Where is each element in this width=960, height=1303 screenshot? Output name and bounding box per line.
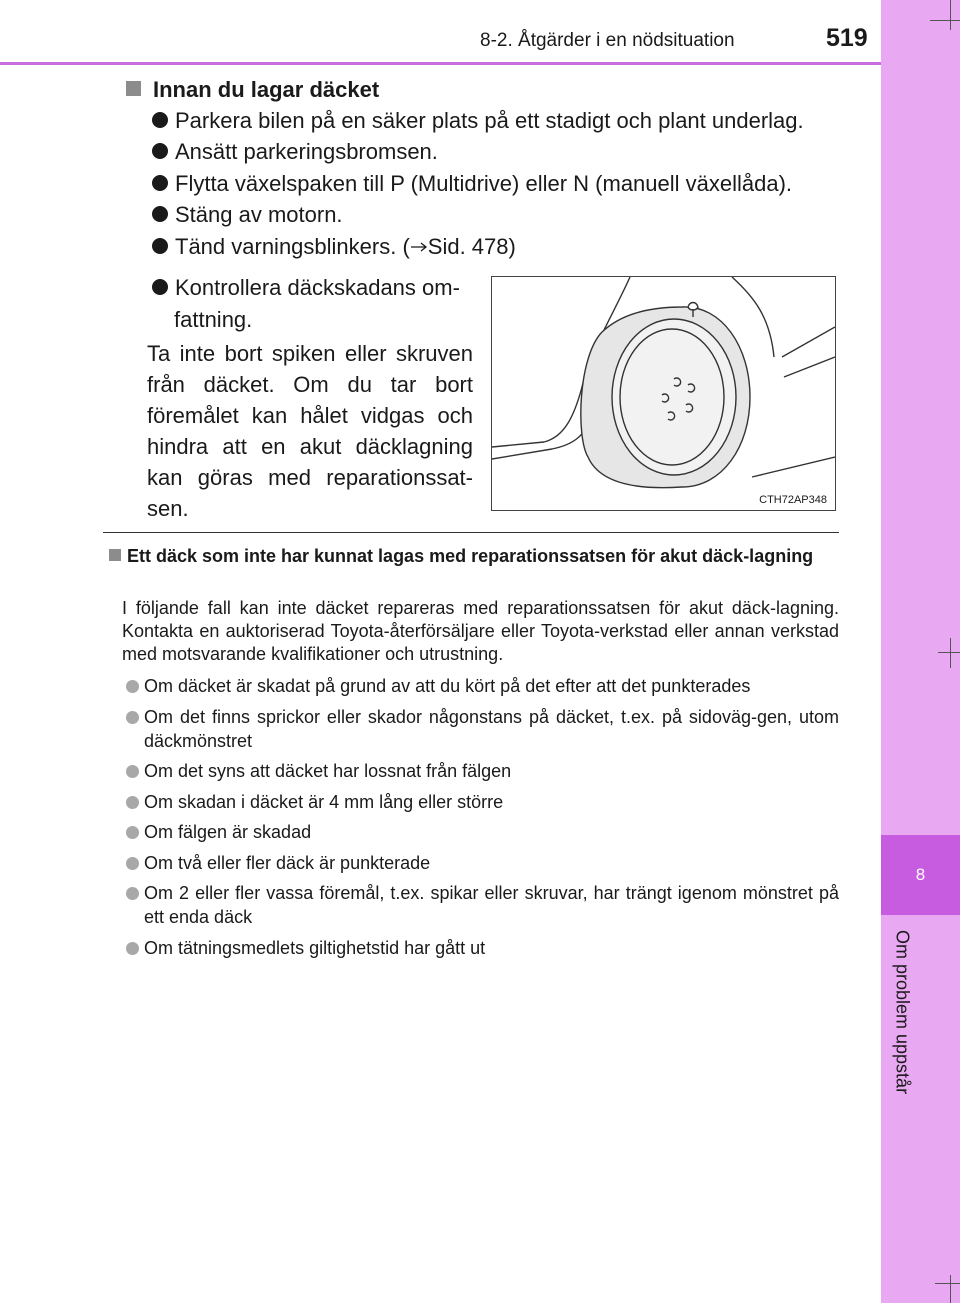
section2-intro: I följande fall kan inte däcket repareras med reparationssatsen för akut däck-lagning. Kontakta en auktoriserad Toyota-återförsäljare eller Toyota-verkstad eller annan verkstad med motsvarande kvalifikationer och utrustning. <box>122 598 839 664</box>
header-title: 8-2. Åtgärder i en nödsituation <box>480 30 735 51</box>
step-3: Flytta växelspaken till P (Multidrive) eller N (manuell växellåda). <box>152 168 792 200</box>
bullet-dot-icon <box>126 887 139 900</box>
bullet-dot-icon <box>152 206 168 222</box>
bullet-dot-icon <box>126 711 139 724</box>
crop-mark <box>938 652 960 653</box>
bullet-dot-icon <box>126 765 139 778</box>
list-item: Om två eller fler däck är punkterade <box>126 851 839 875</box>
step-4: Stäng av motorn. <box>152 199 343 231</box>
square-bullet-icon <box>109 549 121 561</box>
list-item: Om det finns sprickor eller skador någonstans på däcket, t.ex. på sidoväg-gen, utom däckmönstret <box>126 705 839 753</box>
header-rule <box>0 62 881 65</box>
damage-paragraph: Ta inte bort spiken eller skruven från däcket. Om du tar bort föremålet kan hålet vidgas och hindra att en akut däcklagning kan göras med reparationssat-sen. <box>147 341 473 521</box>
square-bullet-icon <box>126 81 141 96</box>
page-reference[interactable]: Sid. 478) <box>427 234 516 259</box>
crop-mark <box>950 638 951 668</box>
condition-list <box>126 674 839 966</box>
list-item: Om skadan i däcket är 4 mm lång eller större <box>126 790 839 814</box>
crop-mark <box>950 1275 951 1303</box>
page-number: 519 <box>826 24 868 52</box>
step-6: Kontrollera däckskadans om- fattning. <box>152 272 460 336</box>
list-item: Om tätningsmedlets giltighetstid har gått ut <box>126 936 839 960</box>
bullet-dot-icon <box>126 942 139 955</box>
bullet-dot-icon <box>126 857 139 870</box>
step-2: Ansätt parkeringsbromsen. <box>152 136 438 168</box>
list-item: Om fälgen är skadad <box>126 820 839 844</box>
bullet-dot-icon <box>126 796 139 809</box>
section1-heading: Innan du lagar däcket <box>126 77 379 103</box>
bullet-dot-icon <box>152 143 168 159</box>
punctured-tire-icon <box>492 277 835 510</box>
section2-heading: Ett däck som inte har kunnat lagas med reparationssatsen för akut däck-lagning <box>109 545 839 567</box>
chapter-title: Om problem uppstår <box>892 930 913 1095</box>
step-1: Parkera bilen på en säker plats på ett stadigt och plant underlag. <box>152 105 804 137</box>
chapter-number: 8 <box>881 835 960 915</box>
tire-illustration <box>491 276 836 511</box>
list-item: Om 2 eller fler vassa föremål, t.ex. spikar eller skruvar, har trängt igenom mönstret på ett enda däck <box>126 881 839 929</box>
crop-mark <box>930 20 960 21</box>
section-divider <box>103 532 839 533</box>
arrow-right-icon <box>410 240 428 252</box>
step-5: Tänd varningsblinkers. ( Sid. 478) <box>152 231 516 263</box>
bullet-dot-icon <box>152 112 168 128</box>
crop-mark <box>935 1283 960 1284</box>
crop-mark <box>950 0 951 30</box>
bullet-dot-icon <box>152 279 168 295</box>
list-item: Om däcket är skadat på grund av att du kört på det efter att det punkterades <box>126 674 839 698</box>
bullet-dot-icon <box>126 826 139 839</box>
figure-code: CTH72AP348 <box>759 494 827 506</box>
bullet-dot-icon <box>126 680 139 693</box>
list-item: Om det syns att däcket har lossnat från fälgen <box>126 759 839 783</box>
bullet-dot-icon <box>152 238 168 254</box>
bullet-dot-icon <box>152 175 168 191</box>
